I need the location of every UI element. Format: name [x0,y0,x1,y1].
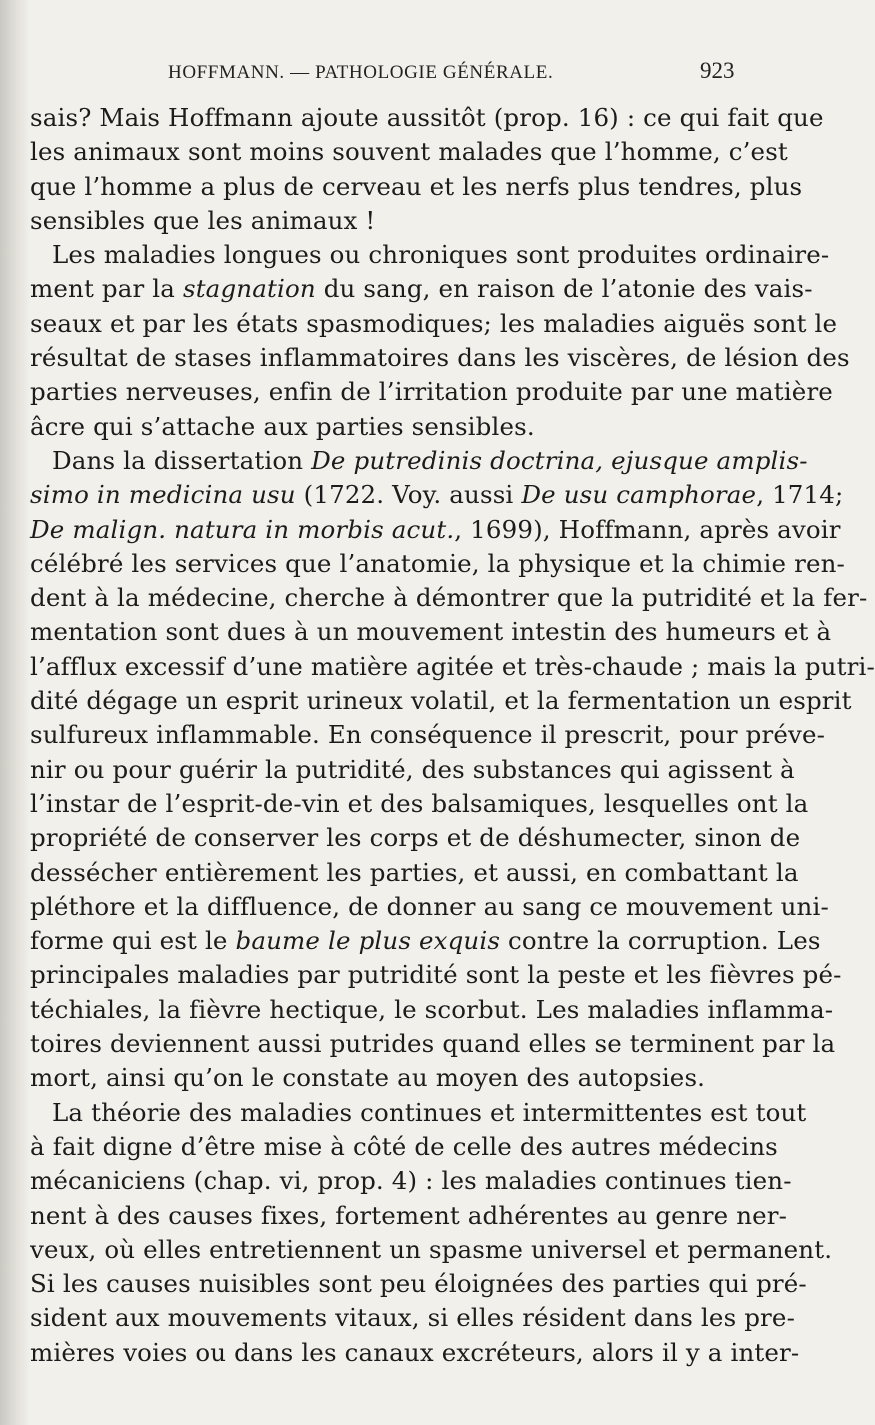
text-span: principales maladies par putridité sont la peste et les fièvres pé- [30,960,842,990]
text-span: célébré les services que l’anatomie, la physique et la chimie ren- [30,548,845,578]
text-line [30,1027,836,1061]
running-title: HOFFMANN. — PATHOLOGIE GÉNÉRALE. [168,62,554,83]
text-span: contre la corruption. Les [500,926,821,956]
text-line [30,581,868,615]
text-span: que l’homme a plus de cerveau et les nerfs plus tendres, plus [30,171,803,201]
text-span: mort, ainsi qu’on le constate au moyen des autopsies. [30,1063,706,1093]
italic-text: baume le plus exquis [235,926,501,956]
text-span: nir ou pour guérir la putridité, des substances qui agissent à [30,754,795,784]
text-line [30,410,755,444]
text-line [30,1233,833,1267]
text-line [30,444,808,478]
text-line [30,513,841,547]
italic-text: De putredinis doctrina, ejusque amplis- [311,445,808,475]
text-span: sais? Mais Hoffmann ajoute aussitôt (prop. 16) : ce qui fait que [30,103,824,132]
text-span: , 1699), Hoffmann, après avoir [454,514,841,544]
text-span: toires deviennent aussi putrides quand elles se terminent par la [30,1029,836,1059]
text-line [30,375,833,409]
text-line [30,1164,792,1198]
text-line [30,1130,778,1164]
text-line [30,547,845,581]
text-span: téchiales, la fièvre hectique, le scorbut. Les maladies inflamma- [30,994,834,1024]
text-span: mentation sont dues à un mouvement intestin des humeurs et à [30,617,832,647]
text-line [30,135,788,169]
text-span: l’afflux excessif d’une matière agitée et très-chaude ; mais la putri- [30,651,875,681]
text-span: mécaniciens (chap. vi, prop. 4) : les maladies continues tien- [30,1166,792,1196]
text-line [30,238,830,272]
text-line [30,753,795,787]
text-span: sident aux mouvements vitaux, si elles résident dans les pre- [30,1303,796,1333]
text-line [30,821,801,855]
text-line [30,650,875,684]
text-span: du sang, en raison de l’atonie des vais- [315,274,813,304]
text-line [30,615,832,649]
text-span: résultat de stases inflammatoires dans les viscères, de lésion des [30,343,850,373]
italic-text: stagnation [182,274,316,304]
body-text [30,101,875,1370]
text-span: dessécher entièrement les parties, et aussi, en combattant la [30,857,799,887]
text-span: (1722. Voy. aussi [295,480,522,510]
text-span: parties nerveuses, enfin de l’irritation produite par une matière [30,377,833,407]
text-span: les animaux sont moins souvent malades que l’homme, c’est [30,137,788,167]
text-line [30,272,813,306]
text-line [30,101,824,135]
text-line [30,890,829,924]
italic-text: De usu camphorae [521,480,757,510]
text-span: ment par la [30,274,183,304]
text-line [30,1301,796,1335]
text-line [30,1267,807,1301]
text-line [30,341,850,375]
text-line [30,1061,755,1095]
text-line [30,1336,800,1370]
text-line [30,787,809,821]
text-span: Si les causes nuisibles sont peu éloignées des parties qui pré- [30,1269,807,1299]
text-span: dité dégage un esprit urineux volatil, et la fermentation un esprit [30,686,852,716]
text-span: seaux et par les états spasmodiques; les maladies aiguës sont le [30,308,838,338]
text-line [30,307,838,341]
text-span: veux, où elles entretiennent un spasme universel et permanent. [30,1234,833,1264]
text-line [30,1199,788,1233]
text-line [30,958,842,992]
text-span: pléthore et la diffluence, de donner au sang ce mouvement uni- [30,891,829,921]
page-header [0,58,800,88]
text-span: sulfureux inflammable. En conséquence il prescrit, pour préve- [30,720,826,750]
text-span: propriété de conserver les corps et de déshumecter, sinon de [30,823,801,853]
text-line [30,478,844,512]
text-line [30,924,821,958]
text-span: à fait digne d’être mise à côté de celle des autres médecins [30,1131,778,1161]
page-gutter-shadow [0,0,30,1425]
italic-text: simo in medicina usu [30,480,296,510]
text-line [30,718,826,752]
text-span: , 1714; [756,480,844,510]
text-span: Les maladies longues ou chroniques sont produites ordinaire- [52,240,830,270]
text-line [30,856,799,890]
text-line [30,204,755,238]
text-line [30,170,803,204]
page-number: 923 [700,58,735,83]
text-line [30,993,834,1027]
text-span: Dans la dissertation [52,445,312,475]
text-span: La théorie des maladies continues et intermittentes est tout [52,1097,807,1127]
text-line [30,684,852,718]
text-span: mières voies ou dans les canaux excréteurs, alors il y a inter- [30,1337,800,1367]
text-span: l’instar de l’esprit-de-vin et des balsamiques, lesquelles ont la [30,788,809,818]
text-span: nent à des causes fixes, fortement adhérentes au genre ner- [30,1200,788,1230]
text-line [30,1096,807,1130]
text-span: sensibles que les animaux ! [30,205,376,235]
text-span: âcre qui s’attache aux parties sensibles. [30,411,535,441]
text-span: forme qui est le [30,926,236,956]
italic-text: De malign. natura in morbis acut. [30,514,455,544]
text-span: dent à la médecine, cherche à démontrer que la putridité et la fer- [30,583,868,613]
